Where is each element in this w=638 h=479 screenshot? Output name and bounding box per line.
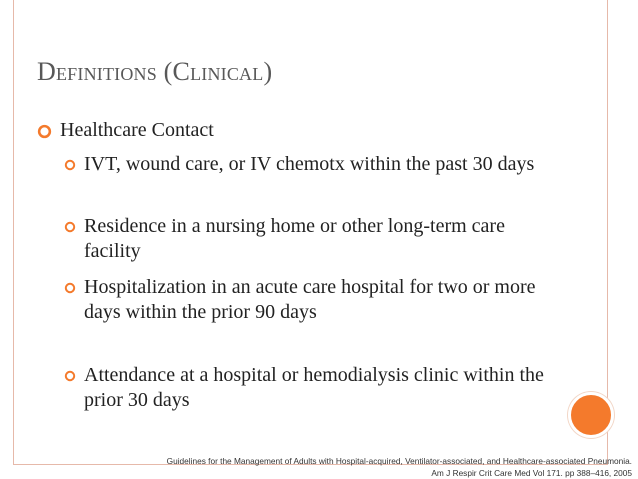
orange-ring-bullet-icon — [37, 124, 52, 139]
citation-line-2: Am J Respir Crit Care Med Vol 171. pp 388–416, 2005 — [431, 468, 632, 478]
slide-title: Definitions (Clinical) — [37, 57, 273, 86]
sub-bullet — [64, 152, 544, 177]
orange-ring-bullet-icon — [64, 282, 76, 294]
orange-ring-bullet-icon — [64, 159, 76, 171]
sub-bullet-text: Residence in a nursing home or other long-term care facility — [84, 215, 505, 262]
orange-ring-bullet-icon — [64, 221, 76, 233]
sub-bullet-text: Hospitalization in an acute care hospital for two or more days within the prior 90 days — [84, 276, 536, 323]
sub-bullet — [64, 275, 544, 325]
sub-bullet-text: Attendance at a hospital or hemodialysis clinic within the prior 30 days — [84, 364, 544, 411]
main-bullet — [37, 118, 597, 143]
citation-line-1: Guidelines for the Management of Adults with Hospital-acquired, Ventilator-associated, and Healthcare-associated Pneumonia. — [166, 456, 632, 466]
sub-bullet — [64, 214, 544, 264]
main-bullet-text: Healthcare Contact — [60, 119, 214, 141]
sub-bullet — [64, 363, 544, 413]
orange-ring-bullet-icon — [64, 370, 76, 382]
orange-circle — [568, 392, 614, 438]
sub-bullet-text: IVT, wound care, or IV chemotx within the past 30 days — [84, 153, 535, 175]
